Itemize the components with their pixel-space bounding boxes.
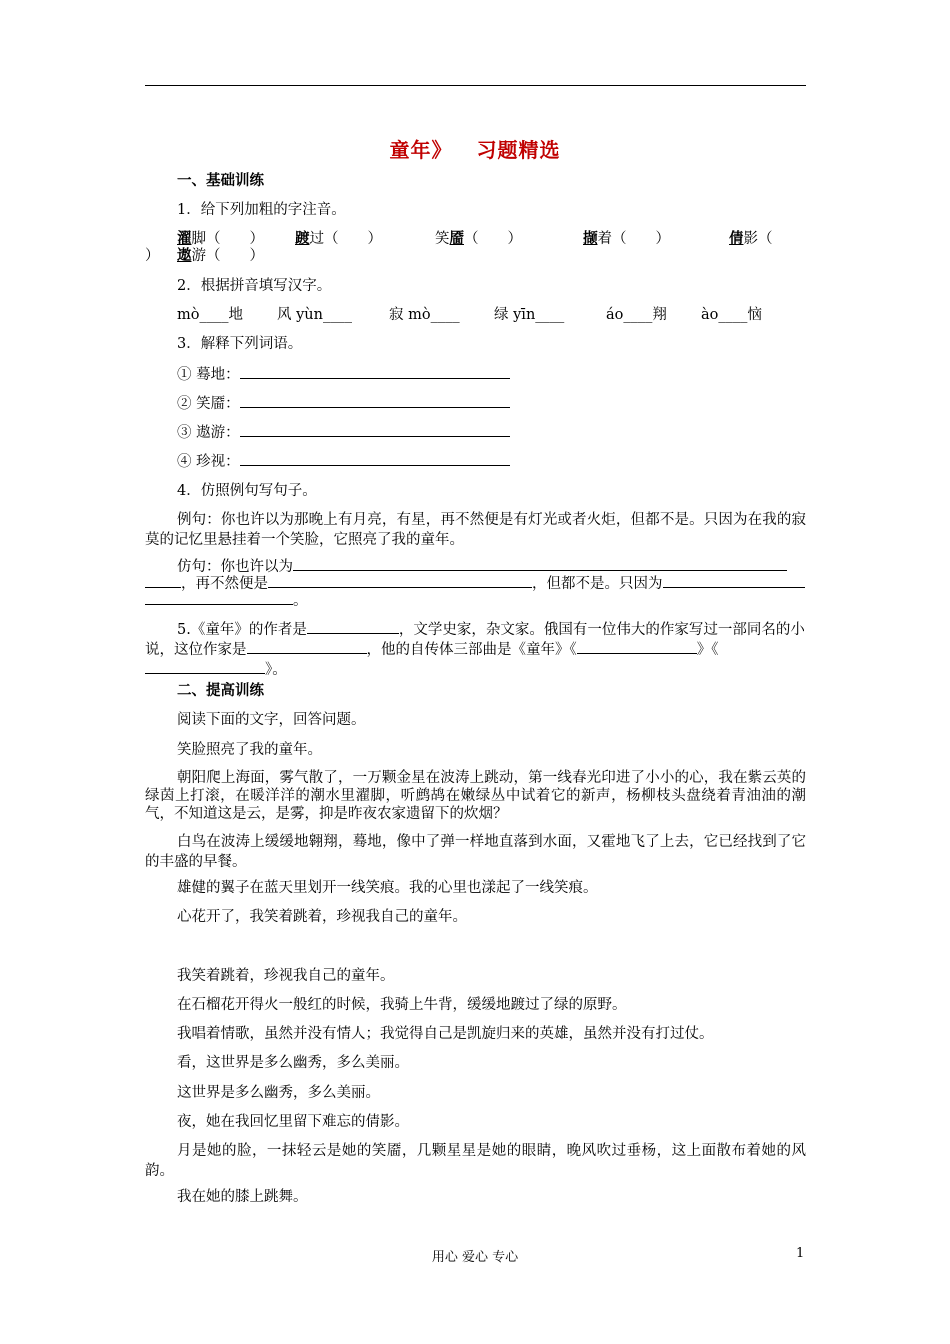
q4-imitate-line1: 仿句：你也许以为 bbox=[145, 556, 806, 577]
section2-heading: 二、提高训练 bbox=[177, 683, 264, 699]
reading-paragraph: 心花开了，我笑着跳着，珍视我自己的童年。 bbox=[177, 909, 467, 925]
reading-paragraph: 在石榴花开得火一般红的时候，我骑上牛背，缓缓地踱过了绿的原野。 bbox=[177, 997, 627, 1013]
q3-prompt: 3．解释下列词语。 bbox=[177, 336, 303, 352]
reading-paragraph: 雄健的翼子在蓝天里划开一线笑痕。我的心里也漾起了一线笑痕。 bbox=[177, 880, 598, 896]
reading-paragraph: 白鸟在波涛上缓缓地翱翔，蓦地，像中了弹一样地直落到水面，又霍地飞了上去，它已经找到了它的丰盛的早餐。 bbox=[145, 834, 806, 870]
reading-paragraph: 笑脸照亮了我的童年。 bbox=[177, 742, 322, 758]
q1-item: 濯脚（ ） bbox=[177, 231, 264, 247]
q1-prompt: 1．给下列加粗的字注音。 bbox=[177, 202, 346, 218]
q1-items-row2: ） 遨游（ ） bbox=[145, 248, 264, 264]
q4-imitate-line2: ，再不然便是 ，但都不是。只因为 bbox=[145, 573, 806, 594]
q2-item: 寂 mò____ bbox=[389, 307, 460, 323]
q3-item: ④ 珍视： bbox=[177, 451, 806, 472]
footer-text: 用心 爱心 专心 bbox=[431, 1250, 519, 1265]
page-title: 童年》 习题精选 bbox=[389, 138, 561, 162]
q1-item: 撷着（ ） bbox=[583, 231, 670, 247]
q4-example: 例句：你也许以为那晚上有月亮，有星，再不然便是有灯光或者火炬，但都不是。只因为在我的寂莫的记忆里悬挂着一个笑脸，它照亮了我的童年。 bbox=[145, 512, 806, 548]
q1-item: 笑靥（ ） bbox=[435, 231, 522, 247]
q1-item: 踱过（ ） bbox=[295, 231, 382, 247]
q3-item: ① 蓦地： bbox=[177, 364, 806, 385]
q3-item: ② 笑靥： bbox=[177, 393, 806, 414]
reading-paragraph: 朝阳爬上海面，雾气散了，一万颗金星在波涛上跳动，第一线春光印进了小小的心，我在紫云英的绿茵上打滚，在暖洋洋的潮水里濯脚，听鹧鸪在嫩绿丛中试着它的新声，杨柳枝头盘绕着青油油的潮气，不知道这是云，是雾，抑是昨夜农家遗留下的炊烟？ bbox=[145, 770, 806, 822]
q2-items bbox=[177, 305, 806, 325]
q4-imitate-line3: 。 bbox=[145, 590, 806, 611]
reading-paragraph: 看，这世界是多么幽秀，多么美丽。 bbox=[177, 1055, 409, 1071]
header-rule bbox=[145, 85, 806, 86]
page-number: 1 bbox=[796, 1246, 805, 1261]
q2-item: áo____翔 bbox=[606, 307, 667, 323]
q5-question: 5.《童年》的作者是 ，文学史家，杂文家。俄国有一位伟大的作家写过一部同名的小说，这位作家是 ，他的自传体三部曲是《童年》《 》《》。 bbox=[145, 619, 806, 679]
reading-paragraph: 月是她的脸，一抹轻云是她的笑靥，几颗星星是她的眼睛，晚风吹过垂杨，这上面散布着她的风韵。 bbox=[145, 1143, 806, 1179]
section1-heading: 一、基础训练 bbox=[177, 173, 264, 189]
q2-item: mò____地 bbox=[177, 307, 243, 323]
q4-prompt: 4．仿照例句写句子。 bbox=[177, 483, 317, 499]
q2-prompt: 2．根据拼音填写汉字。 bbox=[177, 278, 332, 294]
q2-item: 绿 yīn____ bbox=[494, 307, 565, 323]
q1-item: 倩影（ bbox=[729, 231, 773, 247]
reading-intro: 阅读下面的文字，回答问题。 bbox=[177, 712, 366, 728]
q2-item: ào____恼 bbox=[701, 307, 762, 323]
reading-paragraph: 我笑着跳着，珍视我自己的童年。 bbox=[177, 968, 395, 984]
q2-item: 风 yùn____ bbox=[277, 307, 352, 323]
reading-paragraph: 这世界是多么幽秀，多么美丽。 bbox=[177, 1085, 380, 1101]
q1-item: 遨游（ ） bbox=[177, 248, 264, 264]
reading-paragraph: 我在她的膝上跳舞。 bbox=[177, 1189, 308, 1205]
reading-paragraph: 我唱着情歌，虽然并没有情人；我觉得自己是凯旋归来的英雄，虽然并没有打过仗。 bbox=[177, 1026, 714, 1042]
reading-paragraph: 夜，她在我回忆里留下难忘的倩影。 bbox=[177, 1114, 409, 1130]
q3-item: ③ 遨游： bbox=[177, 422, 806, 443]
